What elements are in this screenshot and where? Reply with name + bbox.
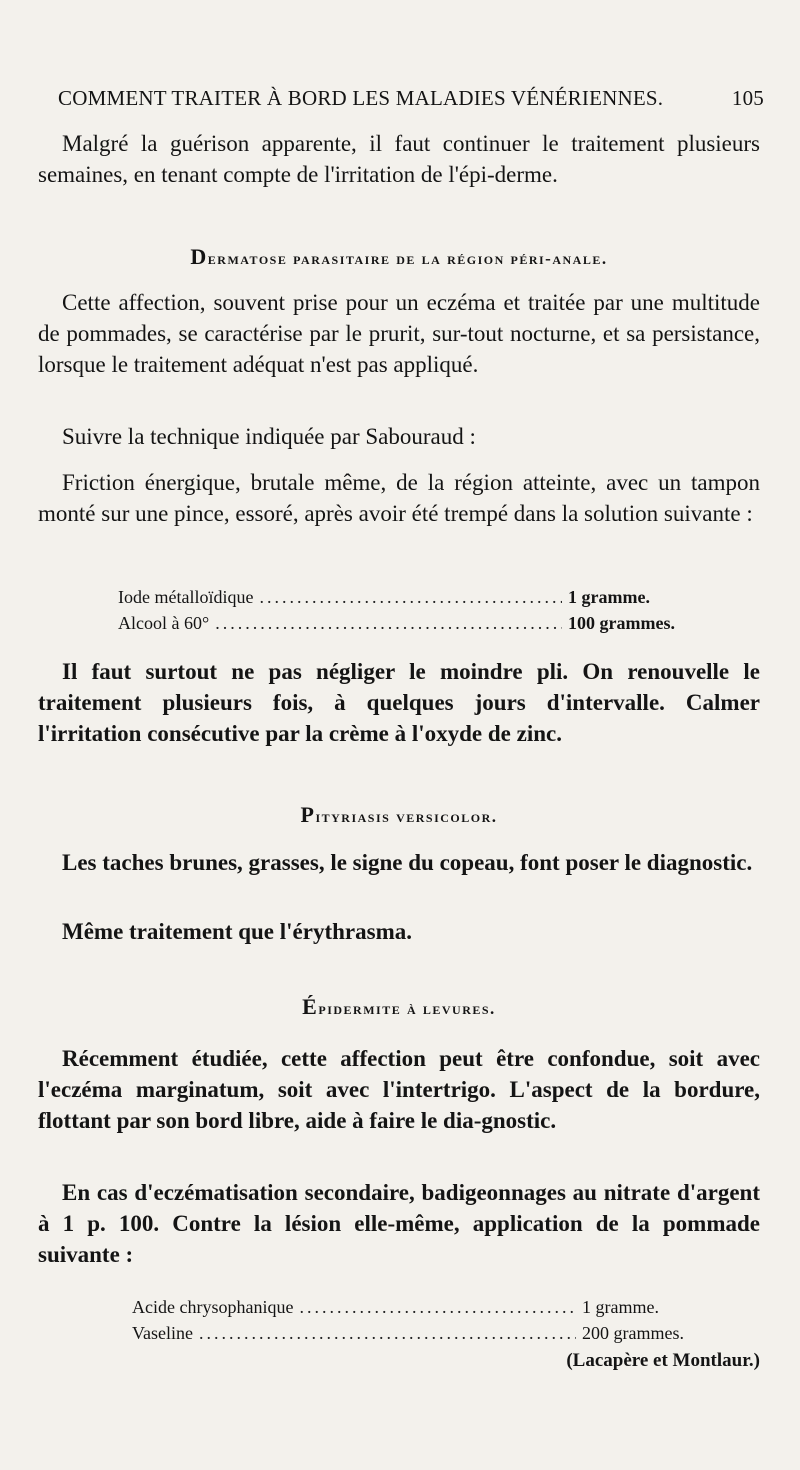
- ingredient-name: Vaseline: [132, 1323, 193, 1343]
- section-heading-pityriasis: [38, 802, 760, 828]
- heading-rest: ermatose parasitaire de la région péri-anale.: [207, 249, 608, 268]
- source-attribution: (Lacapère et Montlaur.): [566, 1350, 760, 1371]
- pityriasis-paragraph-1: Les taches brunes, grasses, le signe du copeau, font poser le diagnostic.: [62, 850, 753, 875]
- dermatose-paragraph-1: Cette affection, souvent prise pour un eczéma et traitée par une multitude de pommades, se caractérise par le prurit, sur-tout nocturne, et sa persistance, lorsque le traitement adéquat n'est pas appliqué.: [38, 290, 760, 377]
- leader-dots: [259, 587, 562, 608]
- pityriasis-paragraph-2: Même traitement que l'érythrasma.: [62, 919, 412, 944]
- recipe-table-1: [118, 587, 678, 639]
- recipe-row: [118, 587, 678, 613]
- running-header: [58, 86, 764, 111]
- heading-initial: É: [302, 994, 319, 1019]
- heading-initial: D: [190, 244, 208, 269]
- dermatose-paragraph-4: Il faut surtout ne pas négliger le moindre pli. On renouvelle le traitement plusieurs fois, à quelques jours d'intervalle. Calmer l'irritation consécutive par la crème à l'oxyde de zinc.: [38, 659, 760, 746]
- section-heading-dermatose: [38, 244, 760, 270]
- ingredient-quantity: 1 gramme.: [568, 587, 650, 607]
- recipe-row: [118, 613, 678, 639]
- leader-dots: [199, 1323, 576, 1344]
- recipe-row: [132, 1297, 692, 1323]
- epidermite-paragraph-1: Récemment étudiée, cette affection peut être confondue, soit avec l'eczéma marginatum, soit avec l'intertrigo. L'aspect de la bordure, flottant par son bord libre, aide à faire le dia-gnostic.: [38, 1046, 760, 1133]
- recipe-row: [132, 1323, 692, 1349]
- heading-rest: ityriasis versicolor.: [315, 807, 498, 826]
- heading-rest: pidermite à levures.: [318, 999, 496, 1018]
- intro-paragraph: Malgré la guérison apparente, il faut continuer le traitement plusieurs semaines, en tenant compte de l'irritation de l'épi-derme.: [38, 131, 760, 187]
- ingredient-quantity: 1 gramme.: [582, 1297, 659, 1317]
- ingredient-name: Alcool à 60°: [118, 613, 210, 633]
- heading-initial: P: [300, 802, 316, 827]
- page-number: 105: [731, 86, 764, 110]
- ingredient-quantity: 200 grammes.: [582, 1323, 684, 1343]
- epidermite-paragraph-2: En cas d'eczématisation secondaire, badigeonnages au nitrate d'argent à 1 p. 100. Contre la lésion elle-même, application de la pommade suivante :: [38, 1180, 760, 1267]
- leader-dots: [215, 613, 562, 634]
- running-title: COMMENT TRAITER À BORD LES MALADIES VÉNÉRIENNES.: [58, 86, 664, 110]
- ingredient-name: Iode métalloïdique: [118, 587, 254, 607]
- leader-dots: [299, 1297, 576, 1318]
- ingredient-name: Acide chrysophanique: [132, 1297, 294, 1317]
- dermatose-paragraph-2: Suivre la technique indiquée par Sabouraud :: [62, 424, 476, 449]
- dermatose-paragraph-3: Friction énergique, brutale même, de la région atteinte, avec un tampon monté sur une pince, essoré, après avoir été trempé dans la solution suivante :: [38, 470, 760, 526]
- section-heading-epidermite: [38, 994, 760, 1020]
- ingredient-quantity: 100 grammes.: [568, 613, 675, 633]
- recipe-table-2: [132, 1297, 692, 1349]
